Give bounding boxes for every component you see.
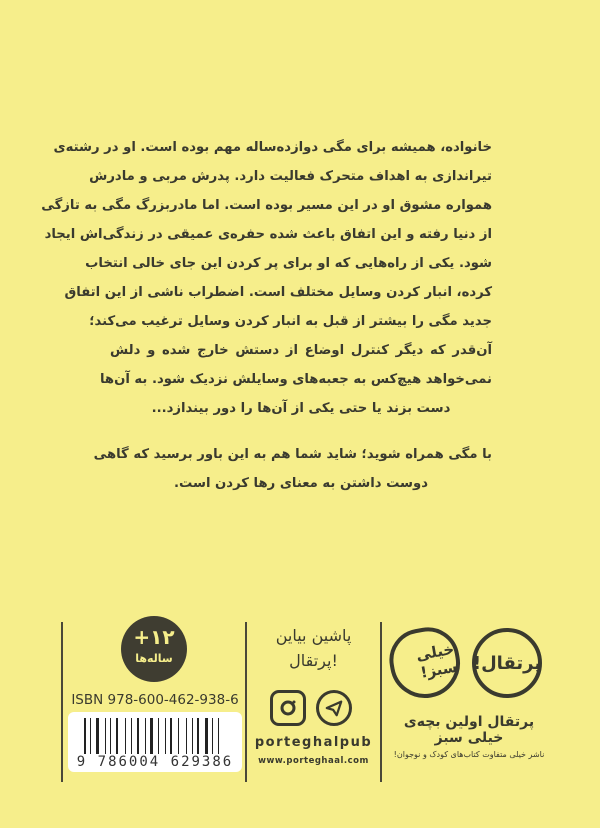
publisher-title: پرتقال اولین بچه‌ی خیلی سبز: [403, 714, 535, 746]
barcode-bar: [218, 718, 219, 754]
blurb-line: از دنیا رفته و این اتفاق باعث شده حفره‌ی عمیقی در زندگی‌اش ایجاد: [44, 227, 492, 242]
porteghal-logo-text: پرتقال!: [472, 652, 542, 674]
barcode-bar: [107, 718, 109, 754]
barcode-bar: [175, 718, 177, 754]
blurb-line: شود. یکی از راه‌هایی که او برای پر کردن این جای خالی انتخاب: [85, 256, 492, 271]
barcode-bar: [156, 718, 157, 754]
barcode-bar: [201, 718, 202, 754]
barcode-bar: [94, 718, 96, 754]
barcode-number: 9 786004 629386: [76, 754, 234, 770]
barcode-bar: [135, 718, 136, 754]
blurb-line: جدید مگی را بیشتر از قبل به انبار کردن وسایل ترغیب می‌کند؛: [89, 314, 492, 329]
barcode-bar: [196, 718, 197, 754]
barcode: [68, 712, 242, 772]
blurb-line: آن‌قدر که دیگر کنترل اوضاع از دستش خارج شده و دلش: [110, 343, 492, 358]
barcode-bar: [197, 718, 199, 754]
social-handle[interactable]: porteghalpub: [254, 735, 373, 750]
barcode-bar: [150, 718, 153, 754]
barcode-bar: [114, 718, 115, 754]
blurb-line: کرده، انبار کردن وسایل مختلف است. اضطراب ناشی از این اتفاق: [64, 285, 492, 300]
barcode-bar: [188, 718, 190, 754]
social-heading-2: پرتقال!: [289, 651, 338, 670]
blurb-line: خانواده، همیشه برای مگی دوازده‌ساله مهم بوده است. او در رشته‌ی: [53, 140, 492, 155]
blurb-line: دوست داشتن به معنای رها کردن است.: [174, 476, 428, 491]
blurb-line: نمی‌خواهد هیچ‌کس به جعبه‌های وسایلش نزدیک شود. به آن‌ها: [99, 372, 492, 387]
divider: [380, 622, 382, 782]
barcode-bar: [96, 718, 99, 754]
age-label: ساله‌ها: [135, 652, 173, 665]
divider: [61, 622, 63, 782]
telegram-icon[interactable]: [316, 690, 352, 726]
instagram-icon[interactable]: [270, 690, 306, 726]
barcode-bar: [146, 718, 148, 754]
website-link[interactable]: www.porteghaal.com: [258, 756, 369, 766]
barcode-bar: [125, 718, 126, 754]
barcode-bar: [186, 718, 187, 754]
barcode-bar: [101, 718, 102, 754]
blurb-line: همواره مشوق او در این مسیر بوده است. اما مادربزرگ مگی به تازگی: [41, 198, 492, 213]
barcode-bar: [215, 718, 217, 754]
barcode-bar: [90, 718, 91, 754]
blurb-line: با مگی همراه شوید؛ شاید شما هم به این باور برسید که گاهی: [93, 447, 492, 462]
barcode-bar: [167, 718, 168, 754]
blurb-line: دست بزند یا حتی یکی از آن‌ها را دور بیندازد...: [151, 401, 451, 416]
barcode-bar: [137, 718, 139, 754]
age-badge: [121, 616, 187, 682]
barcode-bar: [87, 718, 88, 754]
barcode-bar: [110, 718, 111, 754]
barcode-bar: [105, 718, 106, 754]
khili-sabz-logo-text: خیلی سبز!: [414, 639, 459, 682]
barcode-bar: [141, 718, 142, 754]
barcode-bar: [205, 718, 208, 754]
social-heading-1: پاشین بیاین: [275, 626, 352, 645]
barcode-bar: [209, 718, 210, 754]
barcode-bar: [180, 718, 183, 754]
barcode-bar: [158, 718, 160, 754]
barcode-bar: [212, 718, 213, 754]
barcode-bar: [165, 718, 166, 754]
age-number: +۱۲: [133, 625, 175, 649]
porteghal-logo: [472, 628, 542, 698]
barcode-bar: [84, 718, 86, 754]
barcode-bar: [192, 718, 193, 754]
barcode-bar: [127, 718, 130, 754]
back-cover-blurb: [41, 133, 492, 498]
barcode-bar: [178, 718, 179, 754]
khili-sabz-logo: [384, 622, 465, 703]
barcode-bars: [84, 718, 226, 754]
barcode-bar: [145, 718, 146, 754]
publisher-tagline: ناشر خیلی متفاوت کتاب‌های کودک و نوجوان!: [393, 750, 545, 759]
isbn: ISBN 978-600-462-938-6: [71, 692, 239, 708]
barcode-bar: [120, 718, 122, 754]
barcode-bar: [116, 718, 118, 754]
barcode-bar: [170, 718, 172, 754]
barcode-bar: [131, 718, 132, 754]
barcode-bar: [221, 718, 223, 754]
barcode-bar: [161, 718, 162, 754]
blurb-line: تیراندازی به اهداف متحرک فعالیت دارد. پدرش مربی و مادرش: [89, 169, 492, 184]
